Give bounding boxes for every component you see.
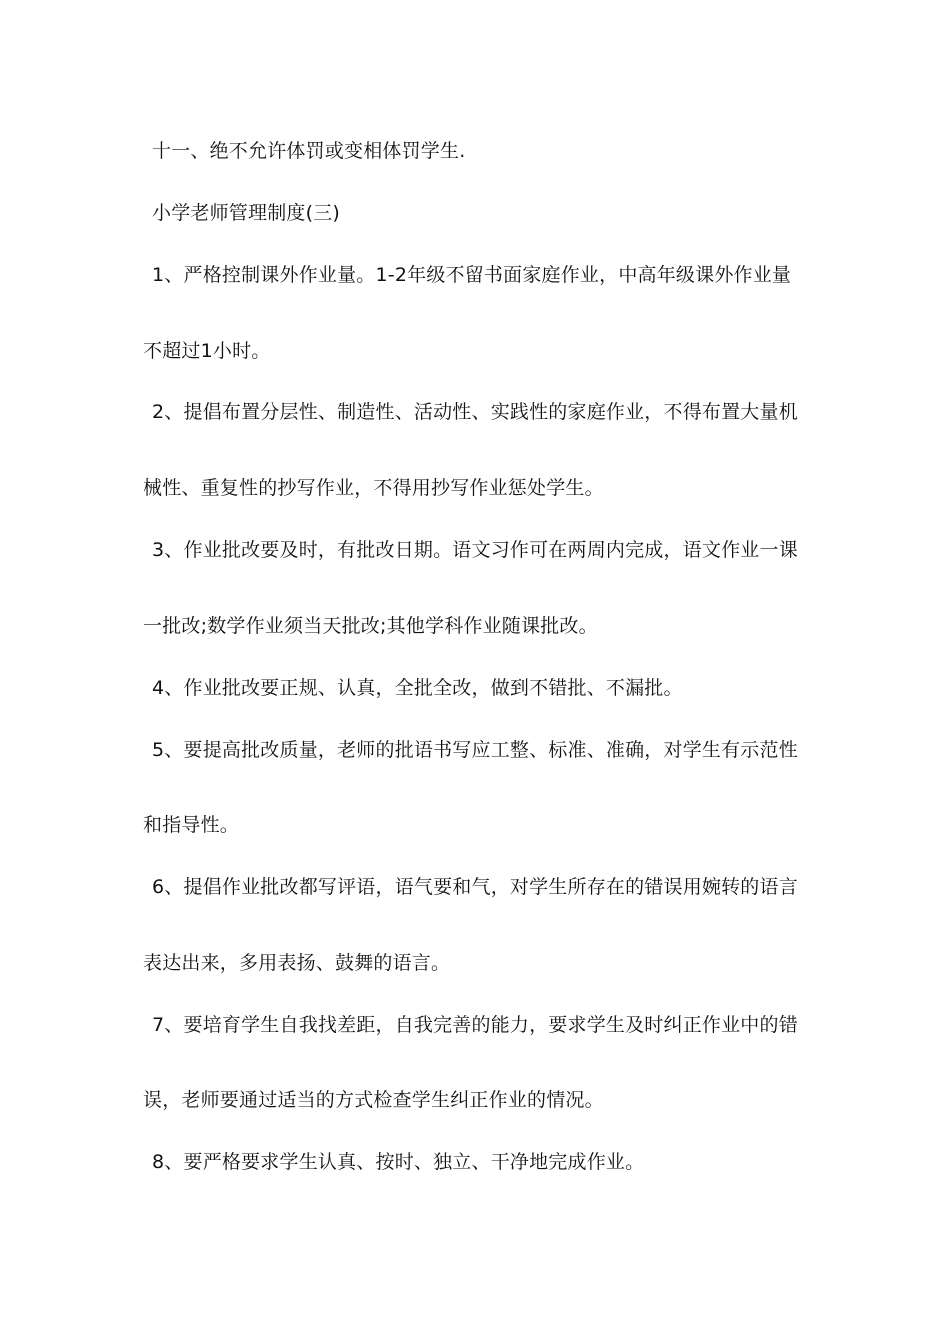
- paragraph-line: 一批改;数学作业须当天批改;其他学科作业随课批改。: [143, 615, 598, 637]
- paragraph-line: 不超过1小时。: [143, 340, 271, 362]
- paragraph-line: 和指导性。: [143, 814, 240, 836]
- paragraph-line: 械性、重复性的抄写作业，不得用抄写作业惩处学生。: [143, 477, 604, 499]
- paragraph-line: 误，老师要通过适当的方式检查学生纠正作业的情况。: [143, 1089, 604, 1111]
- paragraph-line: 3、作业批改要及时，有批改日期。语文习作可在两周内完成，语文作业一课: [152, 539, 798, 561]
- paragraph-line: 4、作业批改要正规、认真，全批全改，做到不错批、不漏批。: [152, 677, 683, 699]
- paragraph-line: 8、要严格要求学生认真、按时、独立、干净地完成作业。: [152, 1151, 645, 1173]
- paragraph-line: 7、要培育学生自我找差距，自我完善的能力，要求学生及时纠正作业中的错: [152, 1014, 798, 1036]
- paragraph-line: 5、要提高批改质量，老师的批语书写应工整、标准、准确，对学生有示范性: [152, 739, 798, 761]
- paragraph-line: 1、严格控制课外作业量。1-2年级不留书面家庭作业，中高年级课外作业量: [152, 264, 792, 286]
- rule-item-11: 十一、绝不允许体罚或变相体罚学生.: [152, 140, 466, 162]
- paragraph-line: 表达出来，多用表扬、鼓舞的语言。: [143, 952, 451, 974]
- paragraph-line: 2、提倡布置分层性、制造性、活动性、实践性的家庭作业，不得布置大量机: [152, 401, 798, 423]
- section-title: 小学老师管理制度(三): [152, 202, 341, 224]
- paragraph-line: 6、提倡作业批改都写评语，语气要和气，对学生所存在的错误用婉转的语言: [152, 876, 798, 898]
